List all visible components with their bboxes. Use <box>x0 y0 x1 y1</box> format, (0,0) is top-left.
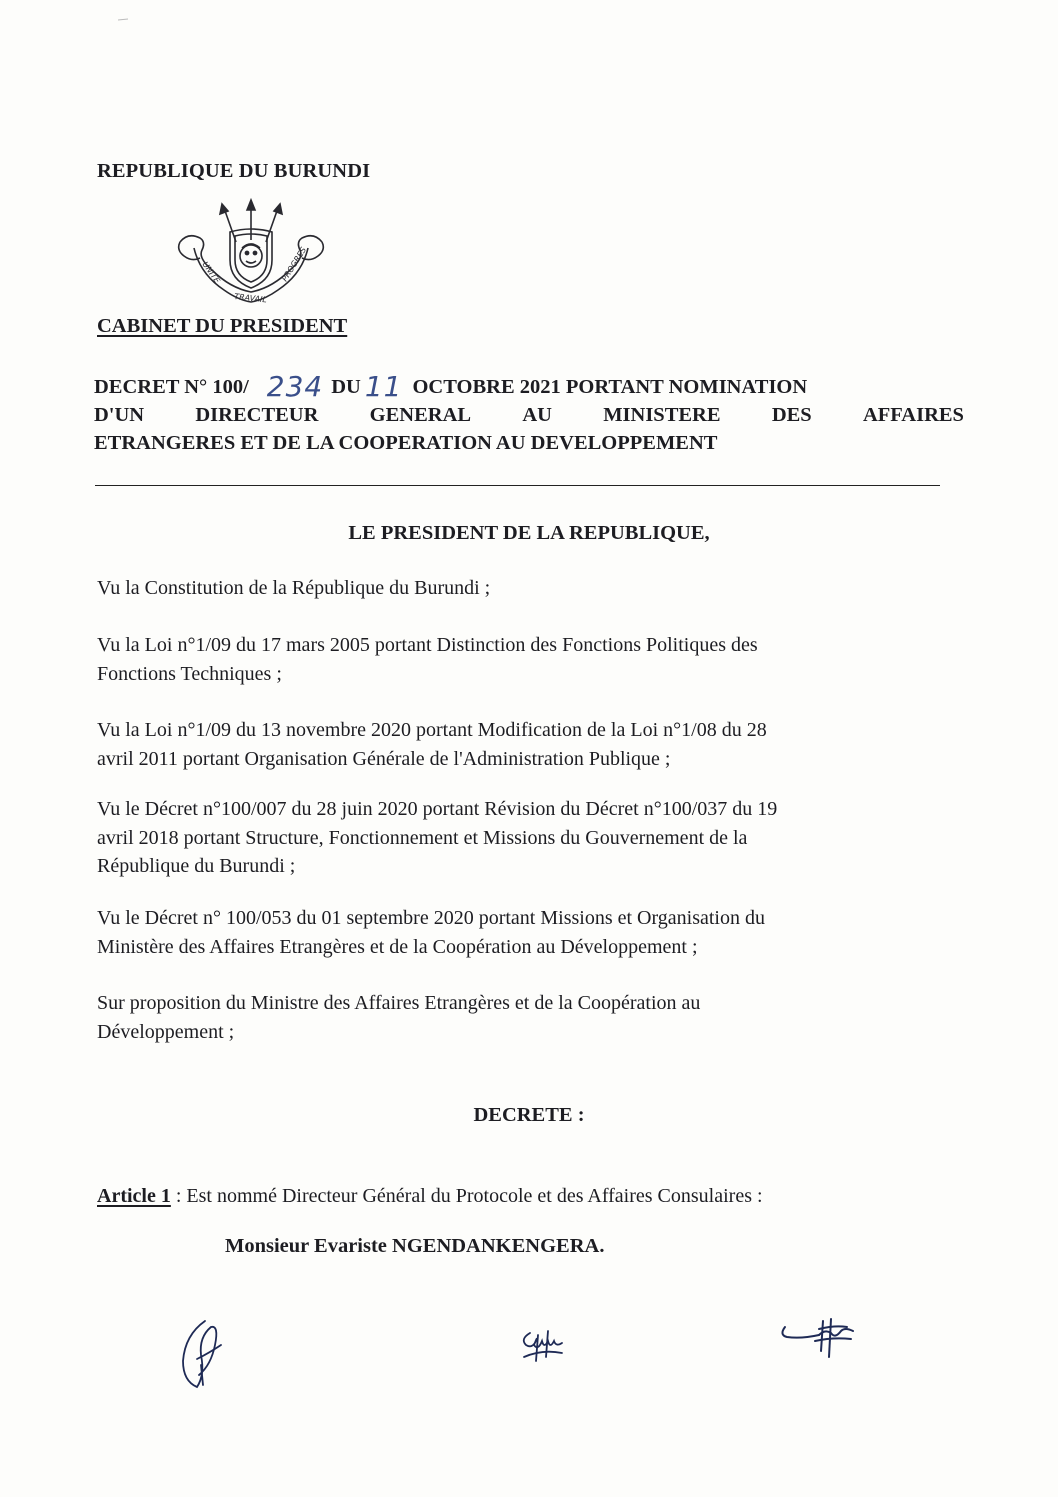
decree-prefix: DECRET N° 100/ <box>94 376 249 398</box>
title-word: D'UN <box>94 404 145 426</box>
title-word: DES <box>771 404 812 426</box>
handwritten-decree-number: 234 <box>266 370 324 403</box>
consideration-proposition: Sur proposition du Ministre des Affaires Etrangères et de la Coopération au Développement ; <box>97 992 701 1043</box>
cabinet-heading: CABINET DU PRESIDENT <box>97 315 348 337</box>
scan-speck <box>118 18 128 21</box>
appointee-name: Monsieur Evariste NGENDANKENGERA. <box>225 1235 605 1257</box>
signature-initials-middle <box>518 1327 568 1365</box>
consideration-constitution: Vu la Constitution de la République du Burundi ; <box>97 577 491 599</box>
consideration-decret-2020-007: Vu le Décret n°100/007 du 28 juin 2020 portant Révision du Décret n°100/037 du 19 avril 2018 portant Structure, Fonctionnement et Missions du Gouvernement de la République du Burundi ; <box>97 798 778 877</box>
title-word: AU <box>522 404 552 426</box>
article-1 <box>97 1185 763 1208</box>
svg-text:PROGRES: PROGRES <box>280 245 309 284</box>
article-1-text: : Est nommé Directeur Général du Protocole et des Affaires Consulaires : <box>170 1185 763 1207</box>
consideration-loi-2005: Vu la Loi n°1/09 du 17 mars 2005 portant Distinction des Fonctions Politiques des Fonctions Techniques ; <box>97 634 758 685</box>
burundi-coat-of-arms-icon <box>172 198 330 310</box>
title-divider <box>95 485 940 486</box>
decree-title <box>94 370 964 457</box>
signature-initials-left <box>175 1315 235 1395</box>
title-word: MINISTERE <box>603 404 721 426</box>
decree-title-line-2 <box>94 401 964 429</box>
decree-title-rest: OCTOBRE 2021 PORTANT NOMINATION <box>412 376 808 398</box>
svg-text:UNITE: UNITE <box>200 259 222 285</box>
title-word: AFFAIRES <box>862 404 964 426</box>
decrete-heading: DECRETE : <box>473 1104 585 1126</box>
title-word: DIRECTEUR <box>195 404 319 426</box>
consideration-loi-2020: Vu la Loi n°1/09 du 13 novembre 2020 portant Modification de la Loi n°1/08 du 28 avril 2011 portant Organisation Générale de l'Administration Publique ; <box>97 719 767 770</box>
decree-title-line-1 <box>94 370 964 403</box>
title-word: GENERAL <box>369 404 472 426</box>
svg-text:TRAVAIL: TRAVAIL <box>233 292 268 305</box>
article-1-label: Article 1 <box>97 1185 171 1207</box>
decree-du: DU <box>331 376 361 398</box>
decree-title-line-3: ETRANGERES ET DE LA COOPERATION AU DEVELOPPEMENT <box>94 432 718 454</box>
country-header: REPUBLIQUE DU BURUNDI <box>97 160 371 182</box>
consideration-decret-2020-053: Vu le Décret n° 100/053 du 01 septembre 2020 portant Missions et Organisation du Ministère des Affaires Etrangères et de la Coopération au Développement ; <box>97 907 765 958</box>
president-heading: LE PRESIDENT DE LA REPUBLIQUE, <box>348 522 710 544</box>
handwritten-decree-day: 11 <box>364 370 403 403</box>
signature-initials-right <box>775 1315 867 1365</box>
